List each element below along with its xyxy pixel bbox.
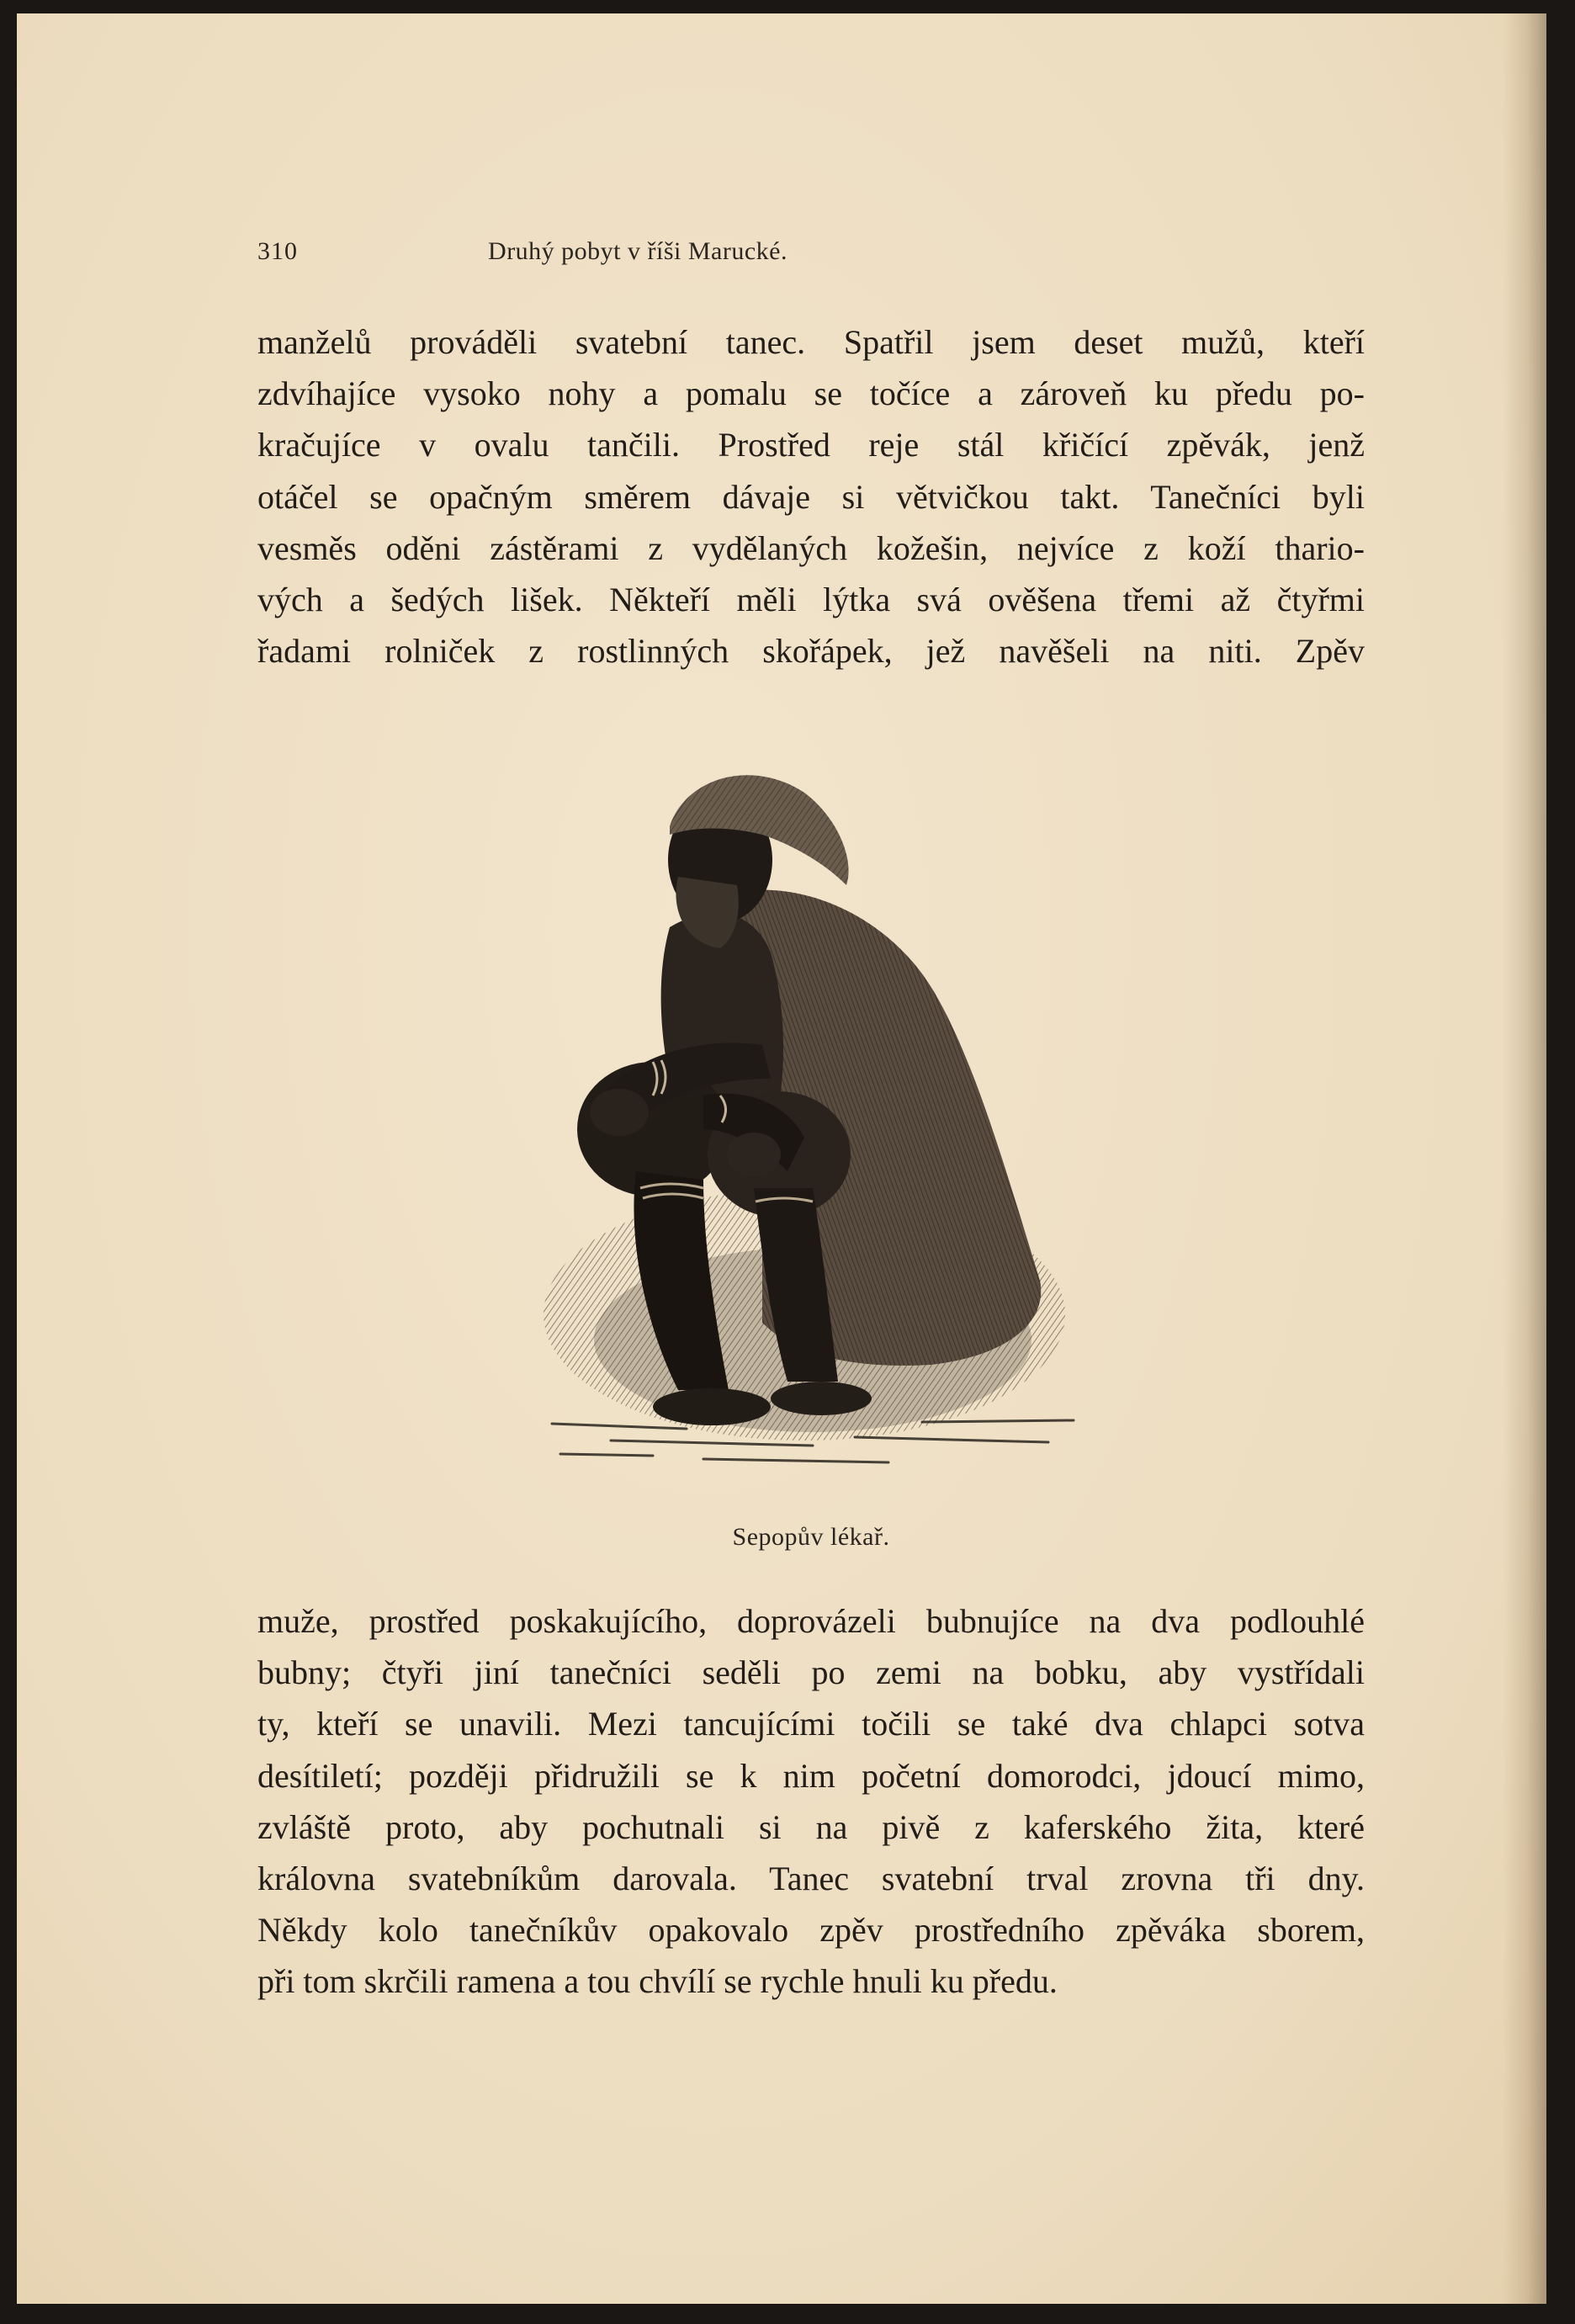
text-line: vých a šedých lišek. Někteří měli lýtka svá ověšena třemi až čtyřmi [257,581,1365,619]
paragraph-2 [257,1595,1365,2008]
text-line: muže, prostřed poskakujícího, doprovázeli bubnujíce na dva podlouhlé [257,1602,1365,1640]
text-line: ty, kteří se unavili. Mezi tancujícími točili se také dva chlapci sotva [257,1705,1365,1743]
text-line: Někdy kolo tanečníkův opakovalo zpěv prostředního zpěváka sborem, [257,1911,1365,1950]
text-line: manželů prováděli svatební tanec. Spatřil jsem deset mužů, kteří [257,323,1365,361]
text-line: kračujíce v ovalu tančili. Prostřed reje stál křičící zpěvák, jenž [257,426,1365,464]
text-line: desítiletí; později přidružili se k nim početní domorodci, jdoucí mimo, [257,1756,1365,1795]
illustration-caption: Sepopův lékař. [732,1523,890,1551]
text-line: řadami rolniček z rostlinných skořápek, jež navěšeli na niti. Zpěv [257,632,1365,671]
text-line: zvláště proto, aby pochutnali si na pivě z kaferského žita, které [257,1807,1365,1846]
text-line: královna svatebníkům darovala. Tanec svatební trval zrovna tři dny. [257,1860,1365,1898]
text-line: otáčel se opačným směrem dávaje si větvičkou takt. Tanečníci byli [257,477,1365,516]
running-title: Druhý pobyt v říši Marucké. [488,237,788,265]
text-line: vesměs oděni zástěrami z vydělaných kožešin, nejvíce z koží thario- [257,528,1365,567]
page-edge-shadow [1503,13,1546,2304]
paragraph-1 [257,316,1365,677]
text-line: bubny; čtyři jiní tanečníci seděli po zemi na bobku, aby vystřídali [257,1653,1365,1692]
page-number: 310 [257,237,298,265]
page-header [257,237,1018,271]
text-line: při tom skrčili ramena a tou chvílí se rychle hnuli ku předu. [257,1962,1058,2001]
text-line: zdvíhajíce vysoko nohy a pomalu se točíce a zároveň ku předu po- [257,374,1365,413]
engraving-seated-man [535,734,1090,1491]
